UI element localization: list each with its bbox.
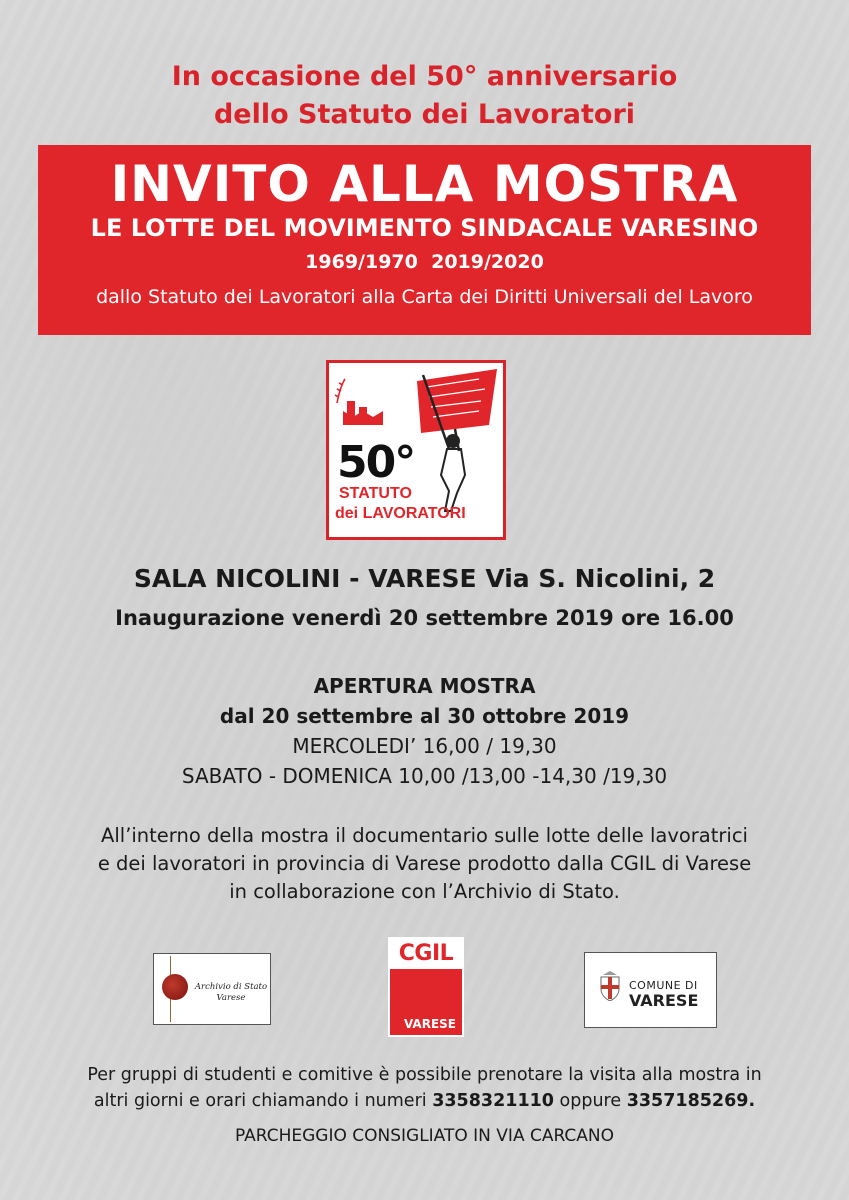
inauguration-date: Inaugurazione venerdì 20 settembre 2019 ore 16.00 [115,606,734,630]
phone-number-2: 3357185269. [626,1091,756,1111]
logo-line-1: STATUTO [339,485,412,502]
opening-heading: APERTURA MOSTRA [313,674,536,698]
documentary-line-2: e dei lavoratori in provincia di Varese prodotto dalla CGIL di Varese [97,852,752,875]
title-banner [38,145,811,335]
booking-info [0,1062,849,1114]
documentary-description [0,822,849,906]
documentary-line-1: All’interno della mostra il documentario sulle lotte delle lavoratrici [101,824,748,847]
occasion-line-2: dello Statuto dei Lavoratori [213,99,636,130]
exhibition-years: 1969/1970 2019/2020 [305,251,544,273]
venue-address: SALA NICOLINI - VARESE Via S. Nicolini, 2 [133,564,716,593]
documentary-line-3: in collaborazione con l’Archivio di Stato. [229,880,620,903]
phone-number-1: 3358321110 [432,1091,554,1111]
wax-seal-icon [162,974,188,1000]
cgil-logo [388,937,464,1037]
booking-line-2: altri giorni e orari chiamando i numeri 3358321110 oppure 3357185269. [93,1091,756,1111]
logo-line-2: dei LAVORATORI [335,505,466,522]
coat-of-arms-icon [599,971,621,1001]
archivio-city: Varese [216,993,246,1003]
opening-hours-weekend: SABATO - DOMENICA 10,00 /13,00 -14,30 /19,30 [181,764,668,788]
exhibition-subtitle: LE LOTTE DEL MOVIMENTO SINDACALE VARESINO [90,214,759,242]
booking-line-1: Per gruppi di studenti e comitive è possibile prenotare la visita alla mostra in [87,1065,762,1085]
anniversary-logo [326,360,506,540]
cgil-city: VARESE [403,1017,456,1031]
cgil-name: CGIL [390,939,462,969]
archivio-di-stato-logo [153,953,271,1025]
opening-dates: dal 20 settembre al 30 ottobre 2019 [219,704,630,728]
exhibition-tagline: dallo Statuto dei Lavoratori alla Carta dei Diritti Universali del Lavoro [96,286,753,308]
opening-hours-wednesday: MERCOLEDI’ 16,00 / 19,30 [292,734,557,758]
parking-info: PARCHEGGIO CONSIGLIATO IN VIA CARCANO [234,1126,615,1146]
invitation-title: INVITO ALLA MOSTRA [110,155,739,213]
occasion-line-1: In occasione del 50° anniversario [171,61,678,92]
archivio-name: Archivio di Stato [194,982,268,992]
occasion-heading [0,58,849,134]
comune-line-2: VARESE [629,991,699,1010]
logo-number: 50° [337,437,415,488]
comune-di-varese-logo [584,952,717,1028]
comune-line-1: COMUNE DI [629,979,698,992]
